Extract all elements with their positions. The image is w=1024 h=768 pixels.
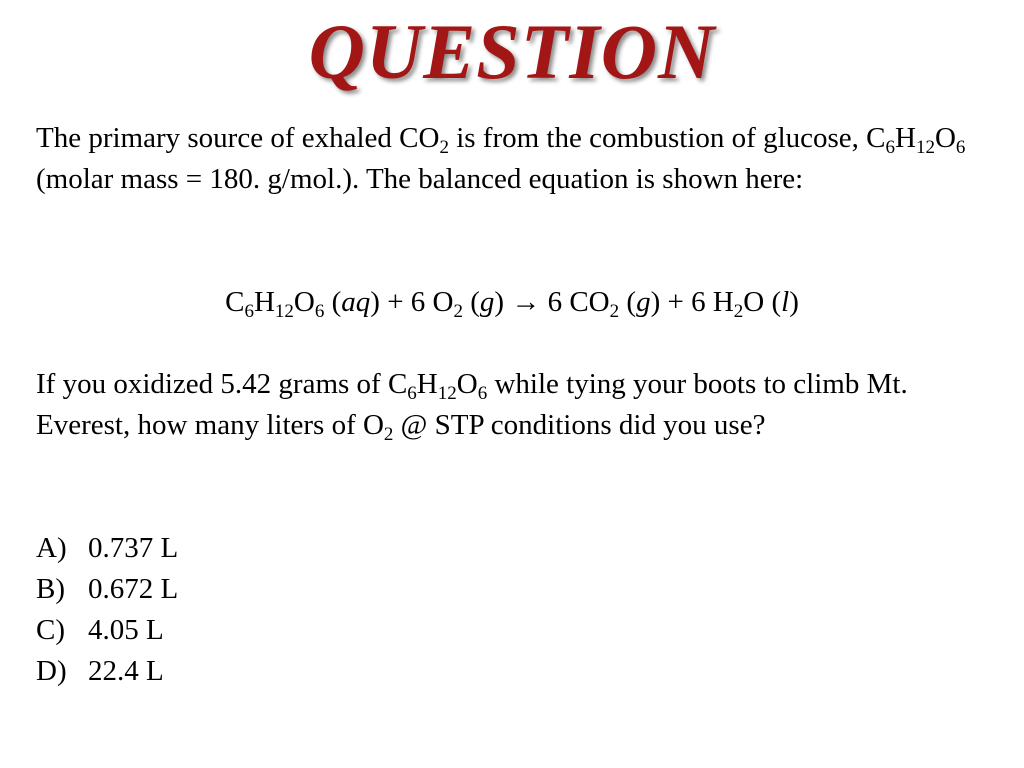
- option-value: 4.05 L: [88, 614, 164, 646]
- question-intro-paragraph: The primary source of exhaled $CO_2$ is from the combustion of glucose, $C_6H_{12}O_6$ (molar mass = 180. g/mol.). The balanced equation is shown here:: [36, 122, 966, 195]
- option-letter: A): [36, 532, 67, 564]
- option-a: [36, 528, 636, 569]
- slide-title: QUESTION: [308, 8, 716, 95]
- balanced-equation: $C_6H_{12}O_6$ (aq) + 6 $O_2$ (g) → 6 $CO_2$ (g) + 6 $H_2O$ (l): [225, 286, 799, 322]
- option-value: 0.737 L: [88, 532, 179, 564]
- option-d: [36, 651, 636, 692]
- option-value: 22.4 L: [88, 655, 164, 687]
- question-paragraph: If you oxidized 5.42 grams of $C_6H_{12}O_6$ while tying your boots to climb Mt. Everest, how many liters of $O_2$ @ STP conditions did you use?: [36, 368, 908, 445]
- option-letter: B): [36, 573, 65, 605]
- option-c: [36, 610, 636, 651]
- answer-options: [36, 528, 636, 692]
- option-b: [36, 569, 636, 610]
- option-letter: C): [36, 614, 65, 646]
- arrow-icon: →: [511, 286, 541, 318]
- option-value: 0.672 L: [88, 573, 179, 605]
- option-letter: D): [36, 655, 67, 687]
